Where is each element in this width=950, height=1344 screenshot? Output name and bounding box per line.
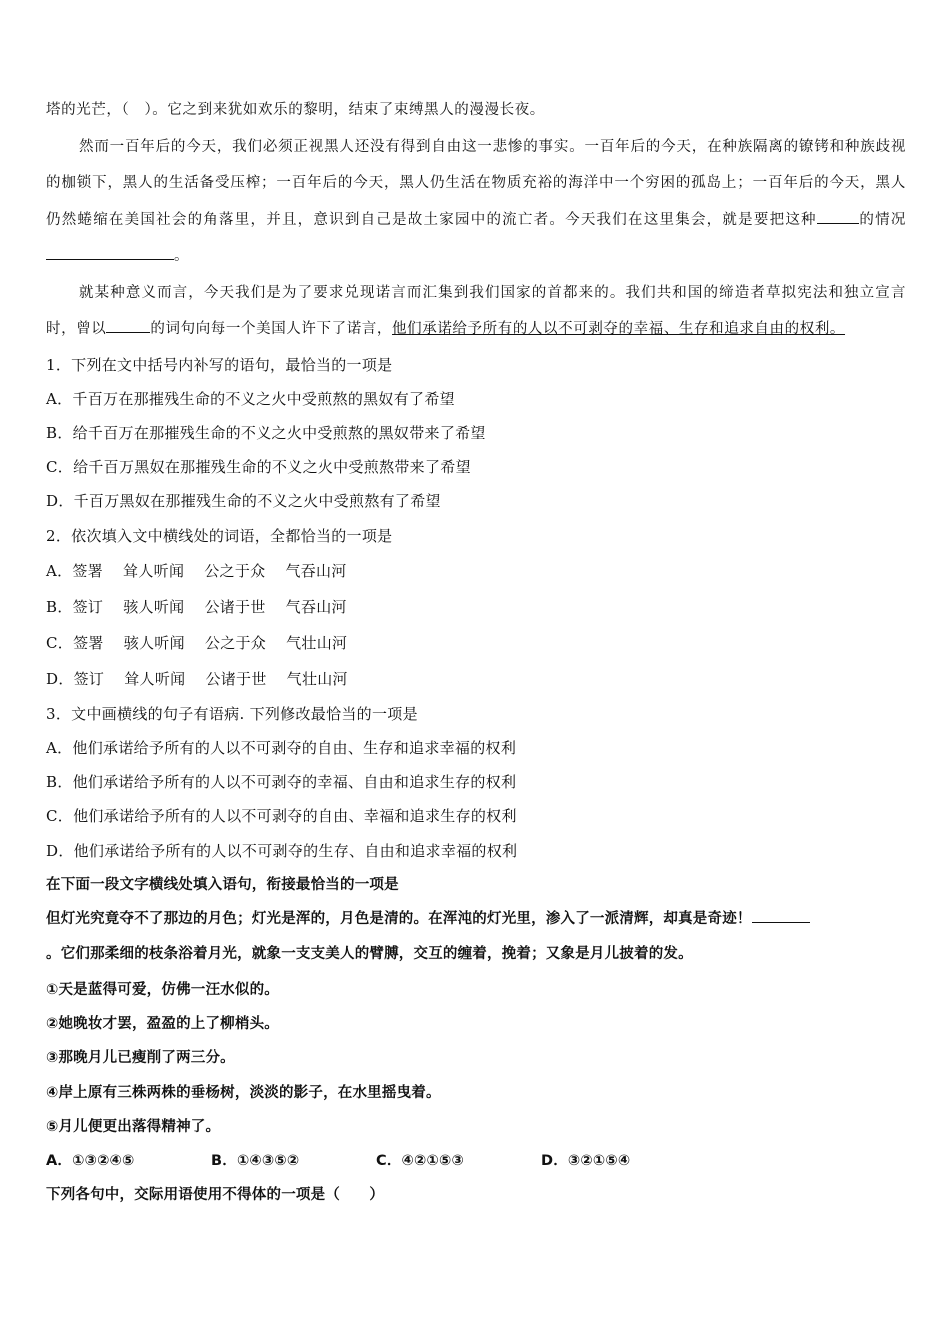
passage-paragraph-2: 然而一百年后的今天，我们必须正视黑人还没有得到自由这一悲惨的事实。一百年后的今天，在种族隔离的镣铐和种族歧视的枷锁下，黑人的生活备受压榨；一百年后的今天，黑人仍生活在物质充裕的海洋中一个穷困的孤岛上；一百年后的今天，黑人仍然蜷缩在美国社会的角落里，并且，意识到自己是故土家园中的流亡者。今天我们在这里集会，就是要把这种 的情况。 [46, 138, 906, 264]
question-3-option-b: B．他们承诺给予所有的人以不可剥夺的幸福、自由和追求生存的权利 [46, 773, 517, 792]
fill-choice-d: D．③②①⑤④ [541, 1152, 631, 1169]
question-1-option-d: D．千百万黑奴在那摧残生命的不义之火中受煎熬有了希望 [46, 492, 441, 511]
question-2-stem: 2．依次填入文中横线处的词语，全都恰当的一项是 [46, 526, 393, 545]
fill-question-heading: 在下面一段文字横线处填入语句，衔接最恰当的一项是 [46, 876, 399, 893]
fill-choice-c: C．④②①⑤③ [376, 1152, 464, 1169]
fill-choice-a: A．①③②④⑤ [46, 1152, 135, 1169]
question-1-option-b: B．给千百万在那摧残生命的不义之火中受煎熬的黑奴带来了希望 [46, 423, 486, 442]
question-1-stem: 1．下列在文中括号内补写的语句，最恰当的一项是 [46, 355, 393, 374]
blank-3 [106, 318, 150, 333]
last-question-stem: 下列各句中，交际用语使用不得体的一项是（ ） [46, 1187, 385, 1204]
document-page [46, 92, 906, 1212]
fill-blank [752, 908, 810, 923]
blank-1 [817, 209, 859, 224]
question-2-option-a: A．签署 耸人听闻 公之于众 气吞山河 [46, 561, 347, 580]
fill-question-text-line-1: 但灯光究竟夺不了那边的月色；灯光是浑的，月色是清的。在浑沌的灯光里，渗入了一派清辉，却真是奇迹！ [46, 902, 906, 938]
fill-item-2: ②她晚妆才罢，盈盈的上了柳梢头。 [46, 1016, 279, 1033]
passage-line-1: 塔的光芒，（ ）。它之到来犹如欢乐的黎明，结束了束缚黑人的漫漫长夜。 [46, 102, 545, 118]
question-3-option-c: C．他们承诺给予所有的人以不可剥夺的自由、幸福和追求生存的权利 [46, 807, 517, 826]
passage-paragraph-3: 就某种意义而言，今天我们是为了要求兑现诺言而汇集到我们国家的首都来的。我们共和国的缔造者草拟宪法和独立宣言时，曾以 的词句向每一个美国人许下了诺言，他们承诺给予所有的人以不可剥夺的幸福、生存和追求自由的权利。 [46, 284, 906, 337]
question-3-option-d: D．他们承诺给予所有的人以不可剥夺的生存、自由和追求幸福的权利 [46, 841, 518, 860]
question-3-stem: 3．文中画横线的句子有语病. 下列修改最恰当的一项是 [46, 704, 418, 723]
question-3-option-a: A．他们承诺给予所有的人以不可剥夺的自由、生存和追求幸福的权利 [46, 738, 517, 757]
fill-item-1: ①天是蓝得可爱，仿佛一汪水似的。 [46, 981, 279, 998]
question-1-option-a: A．千百万在那摧残生命的不义之火中受煎熬的黑奴有了希望 [46, 389, 455, 408]
fill-item-3: ③那晚月儿已瘦削了两三分。 [46, 1050, 235, 1067]
question-2-option-b: B．签订 骇人听闻 公诸于世 气吞山河 [46, 597, 347, 616]
fill-item-5: ⑤月儿便更出落得精神了。 [46, 1118, 221, 1135]
question-1-option-c: C．给千百万黑奴在那摧残生命的不义之火中受煎熬带来了希望 [46, 458, 471, 477]
question-2-option-c: C．签署 骇人听闻 公之于众 气壮山河 [46, 633, 348, 652]
fill-choice-b: B．①④③⑤② [211, 1152, 300, 1169]
question-2-option-d: D．签订 耸人听闻 公诸于世 气壮山河 [46, 669, 348, 688]
fill-item-4: ④岸上原有三株两株的垂杨树，淡淡的影子，在水里摇曳着。 [46, 1084, 441, 1101]
blank-2 [46, 245, 174, 260]
underlined-sentence: 他们承诺给予所有的人以不可剥夺的幸福、生存和追求自由的权利。 [392, 321, 846, 337]
fill-choices [46, 1144, 906, 1178]
fill-question-text-line-2: 。它们那柔细的枝条浴着月光，就象一支支美人的臂膊，交互的缠着，挽着；又象是月儿披着的发。 [46, 946, 693, 963]
